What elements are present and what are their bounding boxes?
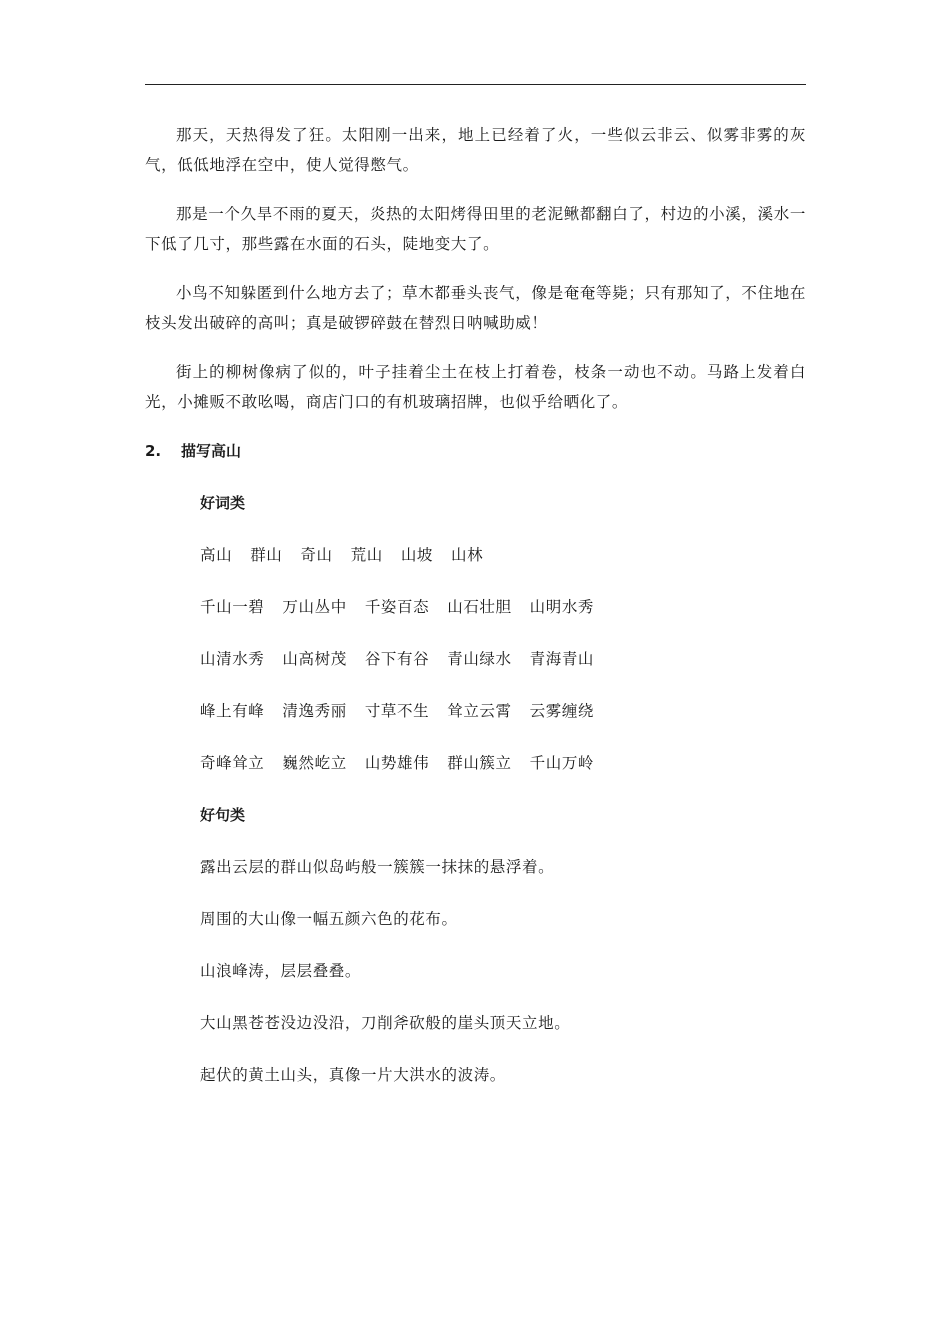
word-row: [145, 540, 806, 570]
word: 耸立云霄: [447, 702, 512, 720]
word: 云雾缠绕: [529, 702, 595, 720]
body-text: [145, 120, 806, 1090]
word: 群山: [250, 546, 283, 564]
word: 群山簇立: [447, 754, 512, 772]
word: 千山一碧: [200, 598, 265, 616]
good-words-heading: 好词类: [200, 494, 246, 512]
word: 千姿百态: [364, 598, 430, 616]
word: 山明水秀: [529, 598, 595, 616]
header-rule: [145, 84, 806, 85]
sentence: 大山黑苍苍没边没沿，刀削斧砍般的崖头顶天立地。: [200, 1014, 571, 1032]
word: 万山丛中: [282, 598, 347, 616]
good-sentences-heading: 好句类: [200, 806, 246, 824]
word: 谷下有谷: [364, 650, 430, 668]
word: 山势雄伟: [364, 754, 430, 772]
word: 荒山: [350, 546, 383, 564]
word: 山坡: [400, 546, 434, 564]
word-row: [145, 644, 806, 674]
word-row: [145, 696, 806, 726]
section-heading: [145, 436, 806, 466]
word: 山林: [451, 546, 484, 564]
section-title: 描写高山: [181, 442, 242, 460]
word-row: [145, 592, 806, 622]
word: 青山绿水: [447, 650, 512, 668]
word: 山石壮胆: [447, 598, 512, 616]
word: 巍然屹立: [282, 754, 347, 772]
word: 奇峰耸立: [200, 754, 265, 772]
word: 高山: [200, 546, 233, 564]
word: 山清水秀: [200, 650, 265, 668]
sentence: 起伏的黄土山头，真像一片大洪水的波涛。: [200, 1066, 506, 1084]
sentence: 周围的大山像一幅五颜六色的花布。: [200, 910, 458, 928]
section-number: 2.: [145, 442, 162, 460]
word: 奇山: [300, 546, 333, 564]
word: 峰上有峰: [200, 702, 265, 720]
paragraph: 小鸟不知躲匿到什么地方去了；草木都垂头丧气，像是奄奄等毙；只有那知了，不住地在枝头发出破碎的高叫；真是破锣碎鼓在替烈日呐喊助威！: [145, 284, 806, 332]
word: 千山万岭: [529, 754, 595, 772]
word-row: [145, 748, 806, 778]
word: 清逸秀丽: [282, 702, 347, 720]
word: 山高树茂: [282, 650, 347, 668]
paragraph: 街上的柳树像病了似的，叶子挂着尘土在枝上打着卷，枝条一动也不动。马路上发着白光，小摊贩不敢吆喝，商店门口的有机玻璃招牌，也似乎给晒化了。: [145, 363, 806, 411]
paragraph: 那是一个久旱不雨的夏天，炎热的太阳烤得田里的老泥鳅都翻白了，村边的小溪，溪水一下低了几寸，那些露在水面的石头，陡地变大了。: [145, 205, 806, 253]
word: 青海青山: [529, 650, 595, 668]
paragraph: 那天，天热得发了狂。太阳刚一出来，地上已经着了火，一些似云非云、似雾非雾的灰气，低低地浮在空中，使人觉得憋气。: [145, 126, 806, 174]
sentence: 山浪峰涛，层层叠叠。: [200, 962, 362, 980]
sentence: 露出云层的群山似岛屿般一簇簇一抹抹的悬浮着。: [200, 858, 555, 876]
word: 寸草不生: [364, 702, 430, 720]
